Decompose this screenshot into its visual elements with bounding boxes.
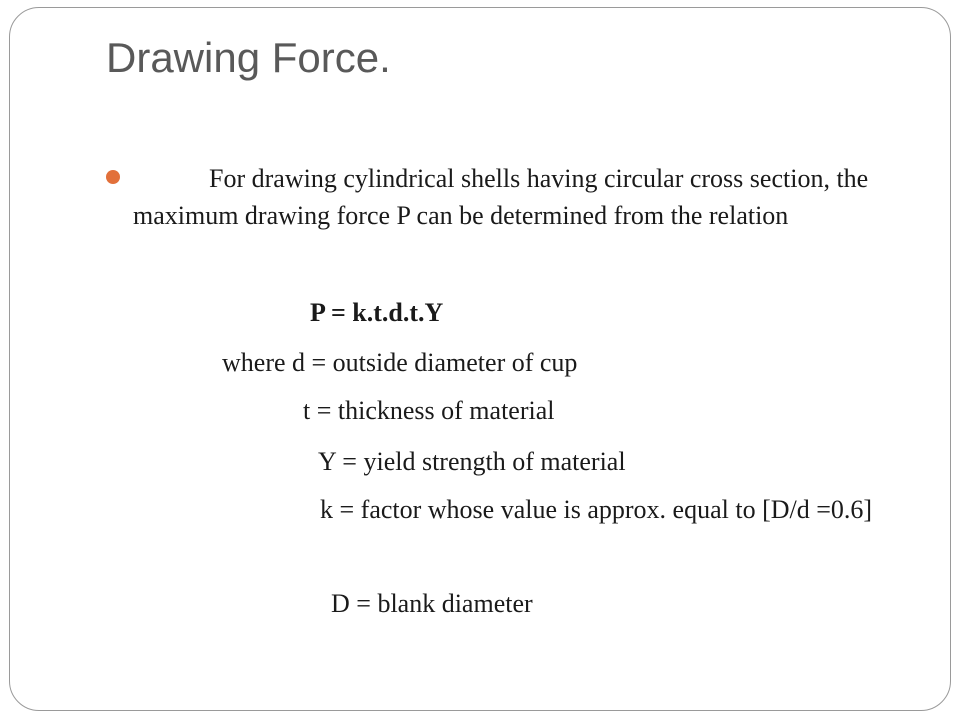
slide-title: Drawing Force. xyxy=(106,34,391,81)
k-definition-paragraph xyxy=(133,491,893,528)
y-definition: Y = yield strength of material xyxy=(318,447,626,476)
blank-diameter-definition: D = blank diameter xyxy=(331,589,533,618)
bullet-paragraph xyxy=(133,160,903,234)
t-definition: t = thickness of material xyxy=(303,396,555,425)
where-d-definition: where d = outside diameter of cup xyxy=(222,348,578,377)
bullet-text: For drawing cylindrical shells having circular cross section, the maximum drawing force P can be determined from the relation xyxy=(133,164,869,230)
k-definition: k = factor whose value is approx. equal to [D/d =0.6] xyxy=(320,495,873,524)
bullet-marker xyxy=(106,170,120,184)
formula: P = k.t.d.t.Y xyxy=(310,298,444,327)
